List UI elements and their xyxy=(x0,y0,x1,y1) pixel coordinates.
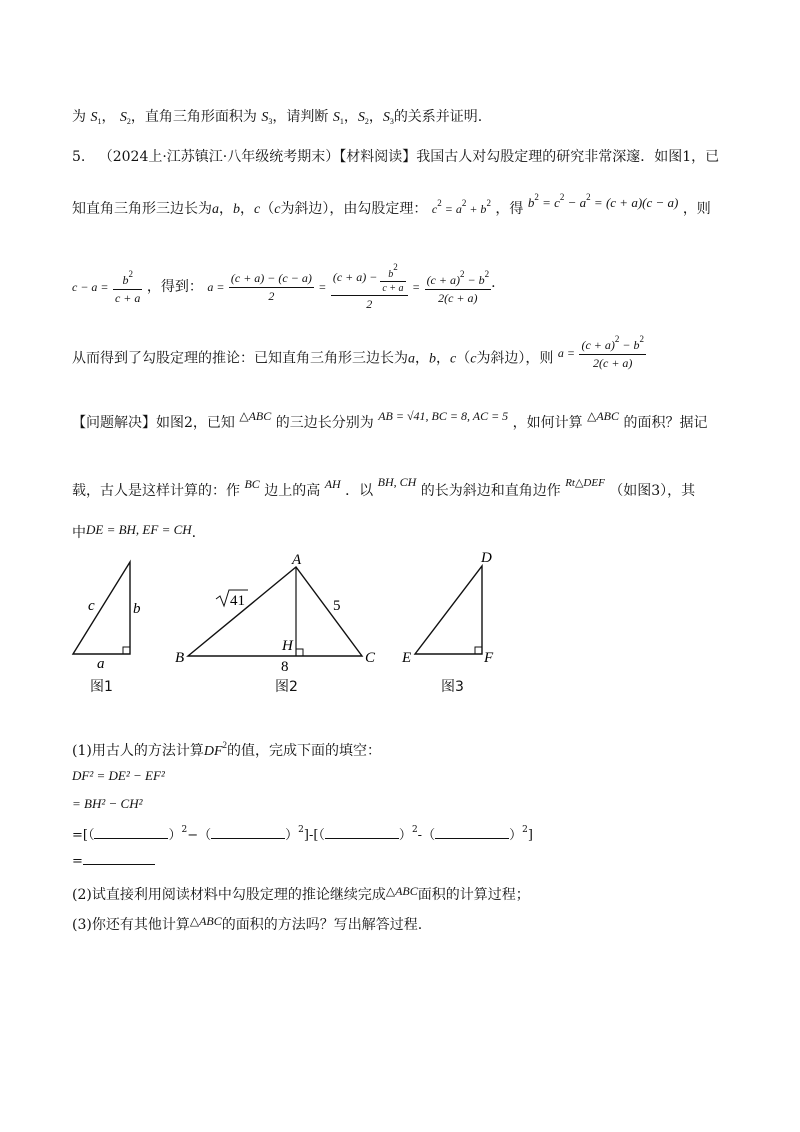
math-c-minus-a: c − a = xyxy=(72,280,109,294)
text: 边上的高 xyxy=(264,483,321,499)
math-b2: $b^2 = c^2 - a^2 = (c + a)(c - a)$ xyxy=(527,192,679,210)
text: 从而得到了勾股定理的推论：已知直角三角形三边长为 xyxy=(72,350,408,367)
math-s2-b: $S_2$ xyxy=(357,110,369,126)
label-a: a xyxy=(97,656,105,672)
text-line-7: 中DE = BH, EF = CH. xyxy=(72,522,197,541)
text-line-1: 为 $S_1$， $S_2$，直角三角形面积为 $S_3$，请判断 $S_1$，$S_2$，$S_3$的关系并证明. xyxy=(72,109,483,126)
label-D: D xyxy=(481,550,492,566)
text: (2)试直接利用阅读材料中勾股定理的推论继续完成 xyxy=(72,887,386,903)
text: （如图3），其 xyxy=(609,483,696,499)
text: 为斜边），则 xyxy=(476,350,554,367)
label-E: E xyxy=(402,650,412,666)
text: 为 xyxy=(72,109,86,125)
text: 中 xyxy=(72,525,86,541)
label-F: F xyxy=(484,650,494,666)
fill-row-2: = BH² − CH² xyxy=(72,796,143,811)
figure-3-triangle xyxy=(401,550,494,666)
text: (3)你还有其他计算 xyxy=(72,917,190,933)
label-H: H xyxy=(282,638,293,654)
text: 的长为斜边和直角边作 xyxy=(420,483,561,499)
figure-2-caption: 图2 xyxy=(275,679,298,695)
figures xyxy=(0,550,800,690)
frac-a3: $\frac{(c + a)^2 - b^2}{2(c + a)}$ xyxy=(426,268,490,305)
frac-b2-over: $\frac{b^2}{c + a}$ xyxy=(114,268,141,305)
text: (1)用古人的方法计算 xyxy=(72,743,204,759)
blank-5[interactable] xyxy=(83,852,155,865)
blank-3[interactable] xyxy=(325,826,399,839)
text: 的面积？据记 xyxy=(623,415,708,431)
text: ，则 xyxy=(682,201,711,217)
text: 的三边长分别为 xyxy=(275,415,374,431)
text: ，直角三角形面积为 xyxy=(130,109,257,125)
label-C: C xyxy=(365,650,376,666)
text: 载，古人是这样计算的：作 xyxy=(72,483,240,499)
text: ，得 xyxy=(495,201,524,217)
text: 的关系并证明. xyxy=(393,109,483,125)
fill-row-3: =[（ ）$^2$−（ ）$^2$]-[（ ）$^2$-（ ）$^2$] xyxy=(72,825,533,843)
blank-1[interactable] xyxy=(94,826,168,839)
section-label: 【材料阅读】 xyxy=(339,149,417,165)
text: ， xyxy=(101,109,116,125)
section-label: 【问题解决】 xyxy=(72,415,156,431)
blank-2[interactable] xyxy=(211,826,285,839)
text-line-5: 【问题解决】如图2，已知 △ABC 的三边长分别为 AB = √41, BC = 8, AC = 5 ，如何计算 △ABC 的面积？据记 xyxy=(72,409,708,431)
math-pythag: $c^2 = a^2 + b^2$ xyxy=(431,198,491,216)
text: 如图2，已知 xyxy=(156,415,235,431)
label-B: B xyxy=(175,650,185,666)
frac-a2: (c + a) − $\frac{b2}{c + a}$ 2 xyxy=(331,262,408,312)
label-bc: 8 xyxy=(281,659,289,675)
problem-5-header xyxy=(72,146,719,166)
figure-3-caption: 图3 xyxy=(441,679,464,695)
math-s1: $S_1$ xyxy=(90,110,102,126)
blank-4[interactable] xyxy=(435,826,509,839)
text: （ xyxy=(260,201,275,217)
label-A: A xyxy=(292,552,302,568)
label-ab: 41 xyxy=(230,593,245,609)
label-b: b xyxy=(133,601,141,617)
text: 的面积的方法吗？写出解答过程. xyxy=(221,917,423,933)
label-c: c xyxy=(88,598,95,614)
text-line-2: 知直角三角形三边长为a，b，c（c为斜边），由勾股定理： $c^2 = a^2 + b^2$ ，得 $b^2 = c^2 - a^2 = (c + a)(c - a)$ ，则 xyxy=(72,192,711,217)
fill-row-4: = xyxy=(72,852,155,869)
math-s3-b: $S_3$ xyxy=(382,110,394,126)
math-s1-b: $S_1$ xyxy=(332,110,344,126)
text: 知直角三角形三边长为 xyxy=(72,201,212,217)
figure-1-caption: 图1 xyxy=(90,679,113,695)
text: 我国古人对勾股定理的研究非常深邃．如图1，已 xyxy=(416,149,720,165)
text: ．以 xyxy=(345,483,374,499)
fill-row-1: DF² = DE² − EF² xyxy=(72,768,165,783)
text: 的值，完成下面的填空： xyxy=(227,743,382,759)
problem-source: （2024上·江苏镇江·八年级统考期末） xyxy=(98,149,340,165)
text: 为斜边），由勾股定理： xyxy=(280,201,428,217)
text: 面积的计算过程； xyxy=(417,887,530,903)
label-ac: 5 xyxy=(333,598,341,614)
figure-1-triangle xyxy=(73,562,141,672)
problem-number: 5. xyxy=(72,149,86,165)
text: ，请判断 xyxy=(272,109,329,125)
math-s3: $S_3$ xyxy=(261,110,273,126)
math-s2: $S_2$ xyxy=(119,110,131,126)
math-abc: a xyxy=(212,202,219,217)
question-2: (2)试直接利用阅读材料中勾股定理的推论继续完成△ABC面积的计算过程； xyxy=(72,884,530,903)
text: ，得到： xyxy=(146,279,203,295)
question-3: (3)你还有其他计算△ABC的面积的方法吗？写出解答过程. xyxy=(72,914,423,933)
figure-2-triangle xyxy=(175,552,376,675)
text-line-6: 载，古人是这样计算的：作 BC 边上的高 AH ．以 BH, CH 的长为斜边和直角边作 $^{Rt\triangle DEF}$ （如图3），其 xyxy=(72,475,696,499)
frac-a1: $\frac{(c + a) - (c - a)}{2}$ xyxy=(230,270,312,303)
text-line-4: 从而得到了勾股定理的推论：已知直角三角形三边长为a，b，c（c为斜边），则 a = $\frac{(c + a)^2 - b^2}{2(c + a)}$ xyxy=(72,334,644,370)
question-1: (1)用古人的方法计算$DF^2$的值，完成下面的填空： xyxy=(72,740,382,759)
text: ，如何计算 xyxy=(512,415,583,431)
text-line-3: c − a = $\frac{b^2}{c + a}$ ，得到： a = $\frac{(c + a) - (c - a)}{2}$ = (c + a) − $\frac{b2}{c + a}$ 2 = $\frac{(c + a)^2 - b^2}{2(c + a)}$ · xyxy=(72,262,496,311)
frac-corollary: $\frac{(c + a)^2 - b^2}{2(c + a)}$ xyxy=(581,334,644,370)
